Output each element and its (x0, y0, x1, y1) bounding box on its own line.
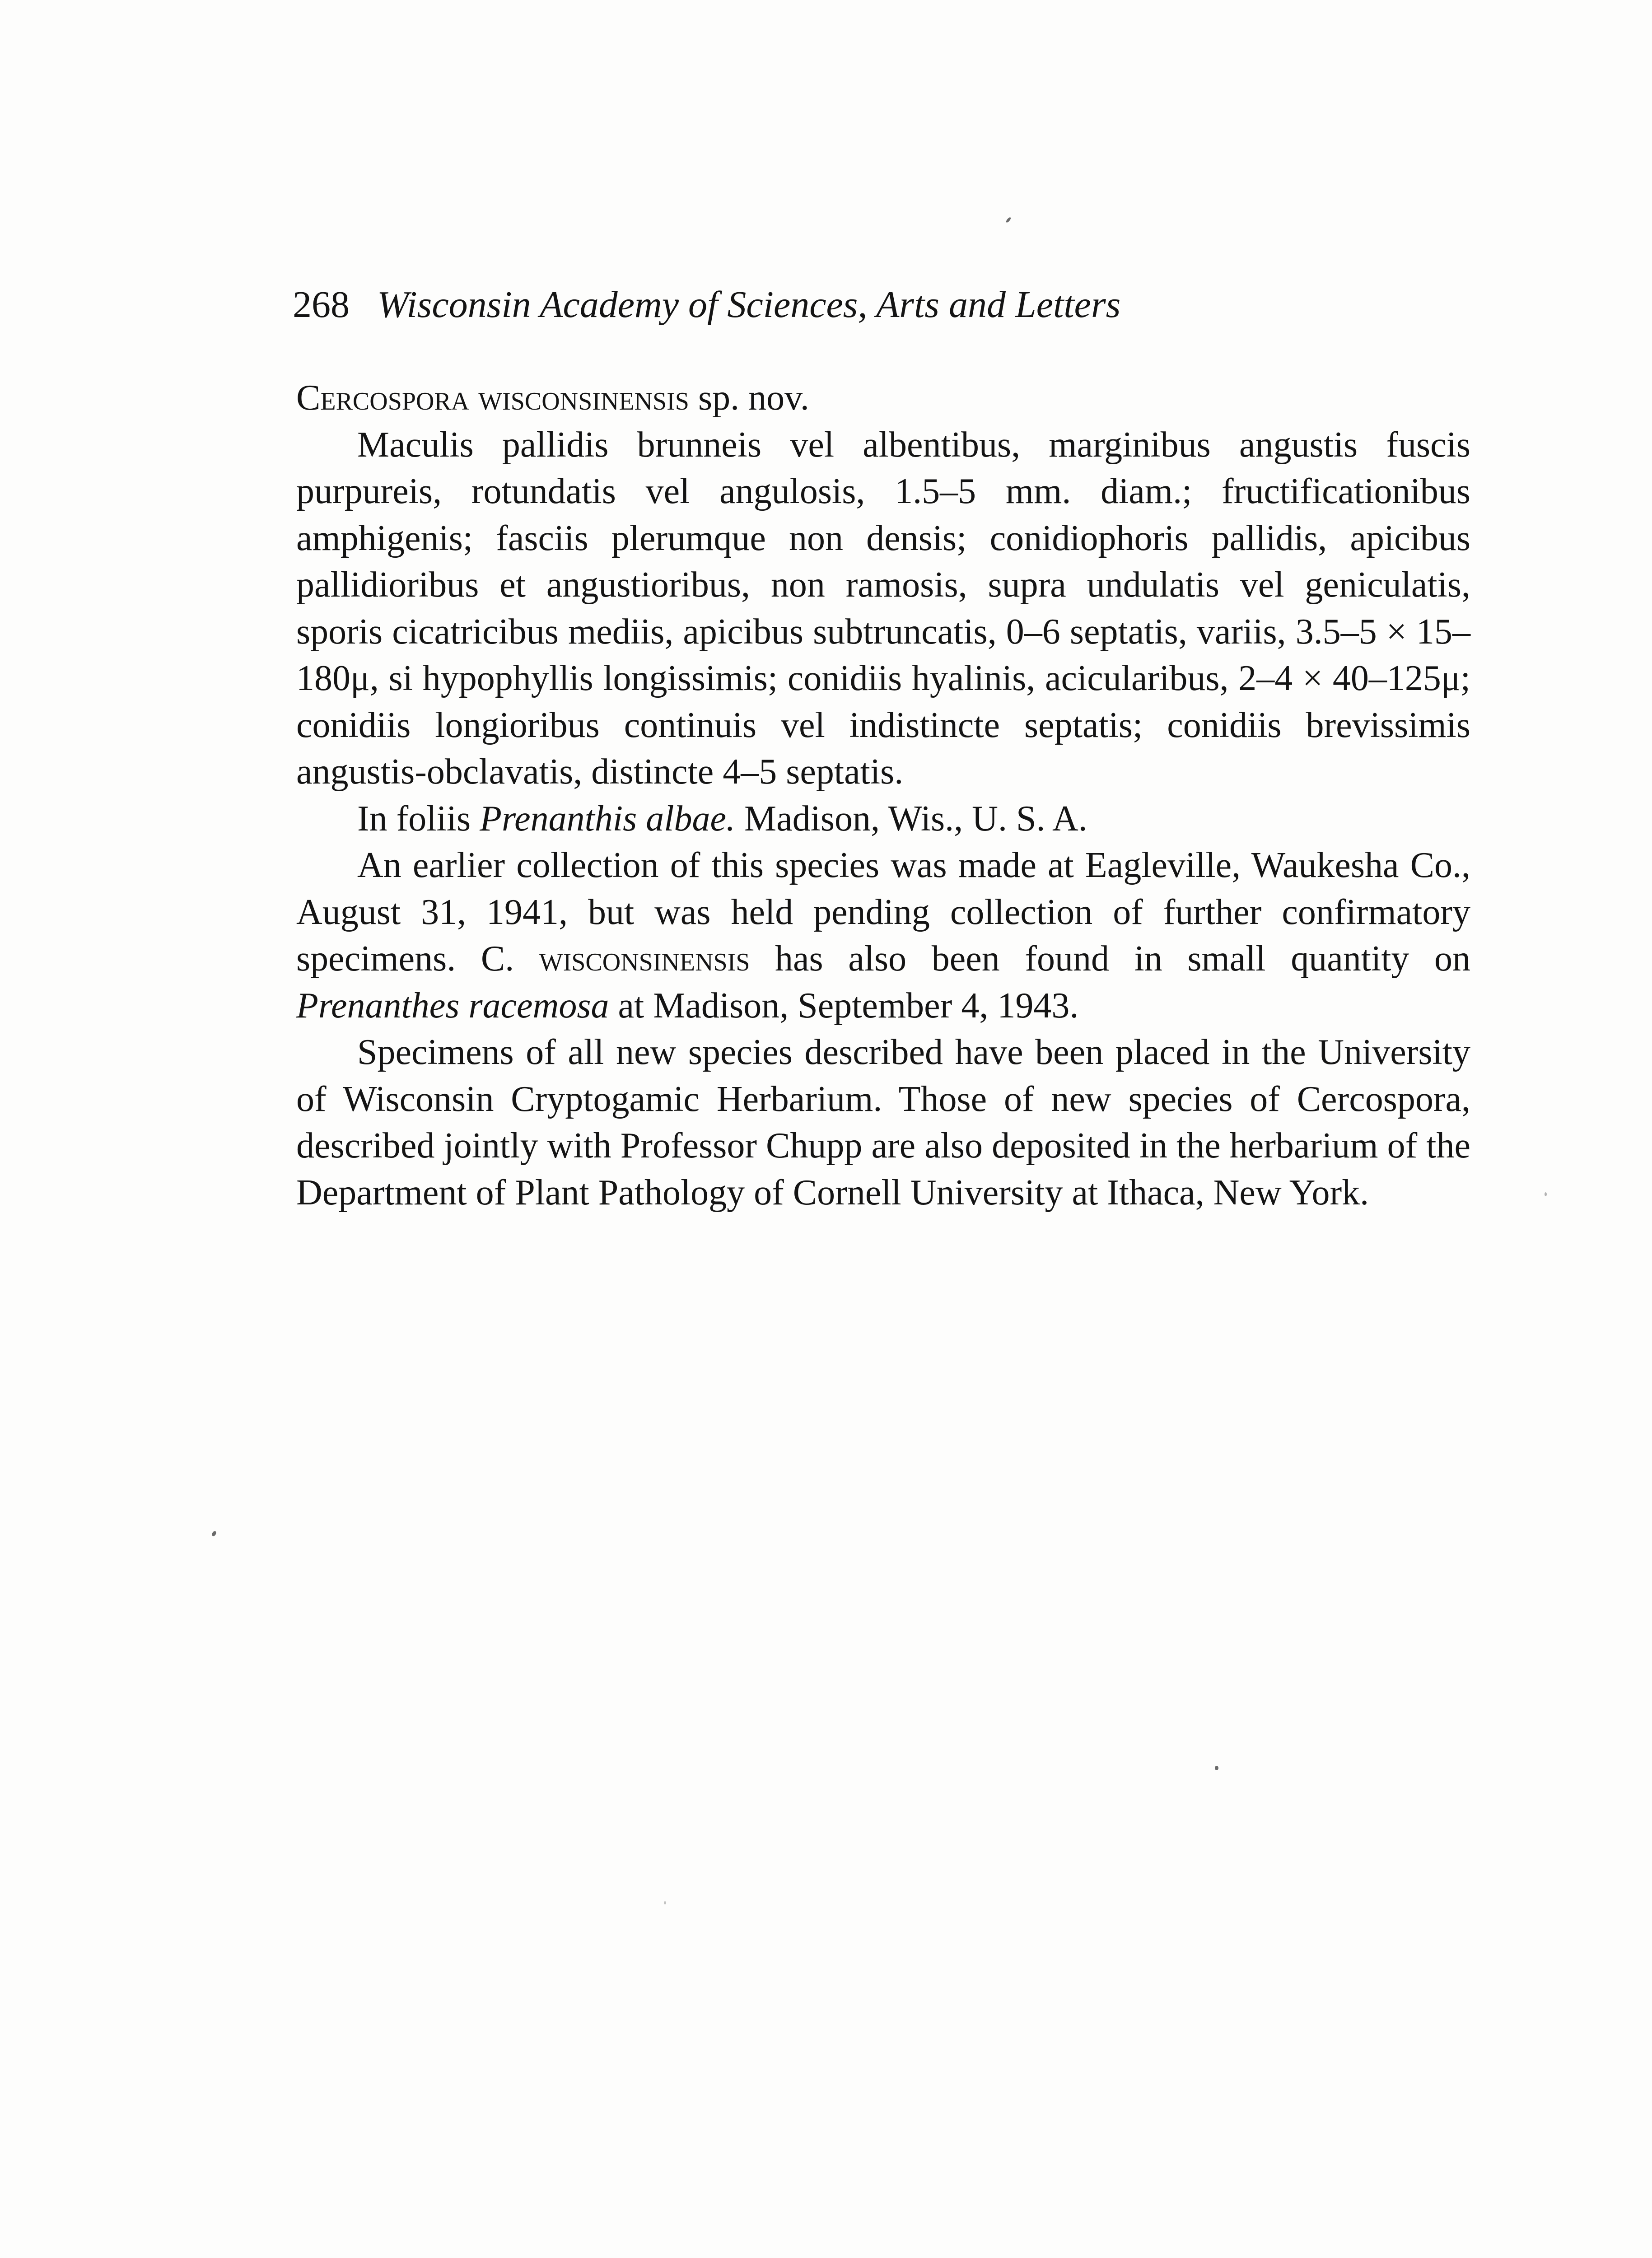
scan-speck (211, 1530, 217, 1537)
host-reference: Prenanthes racemosa (296, 985, 609, 1026)
scan-speck (1005, 217, 1012, 224)
host-prefix: In foliis (357, 798, 480, 839)
host-line (296, 796, 1470, 843)
scan-speck (1215, 1766, 1218, 1770)
collection-text-3: at Madison, September 4, 1943. (609, 985, 1079, 1026)
specimens-paragraph: Specimens of all new species described have been placed in the University of Wisconsin Cryptogamic Herbarium. Those of new species of Cercospora, described jointly with Professor Chupp are also deposited in the herbarium of the Department of Plant Pathology of Cornell University at Ithaca, New York. (296, 1032, 1470, 1213)
body-text (296, 375, 1470, 1216)
host-locality: Madison, Wis., U. S. A. (735, 798, 1087, 839)
species-genus: Cercospora (296, 378, 470, 418)
species-heading (296, 375, 1470, 422)
species-status: sp. nov. (698, 378, 809, 418)
collection-text-2: has also been found in small quantity on (750, 939, 1470, 979)
running-title: Wisconsin Academy of Sciences, Arts and Letters (377, 284, 1121, 326)
collection-paragraph (296, 842, 1470, 1029)
species-reference: C. wisconsinensis (481, 939, 750, 979)
collection-text-1: An earlier collection of this species was made at Eagleville, Waukesha Co., August 31, 1941, but was held pending collection of further confirmatory specimens. (296, 845, 1470, 979)
host-name: Prenanthis albae. (480, 798, 735, 839)
scan-speck (664, 1901, 666, 1904)
running-header (293, 280, 1340, 330)
scan-speck (1545, 1192, 1547, 1196)
species-epithet: wisconsinensis (478, 378, 689, 418)
page-number: 268 (293, 284, 350, 326)
latin-description: Maculis pallidis brunneis vel albentibus, marginibus angustis fuscis purpureis, rotundatis vel angulosis, 1.5–5 mm. diam.; fructificationibus amphigenis; fasciis plerumque non densis; conidiophoris pallidis, apicibus pallidioribus et angustioribus, non ramosis, supra undulatis vel geniculatis, sporis cicatricibus mediis, apicibus subtruncatis, 0–6 septatis, variis, 3.5–5 × 15–180μ, si hypophyllis longissimis; conidiis hyalinis, acicularibus, 2–4 × 40–125μ; conidiis longioribus continuis vel indistincte septatis; conidiis brevissimis angustis-obclavatis, distincte 4–5 septatis. (296, 425, 1470, 792)
